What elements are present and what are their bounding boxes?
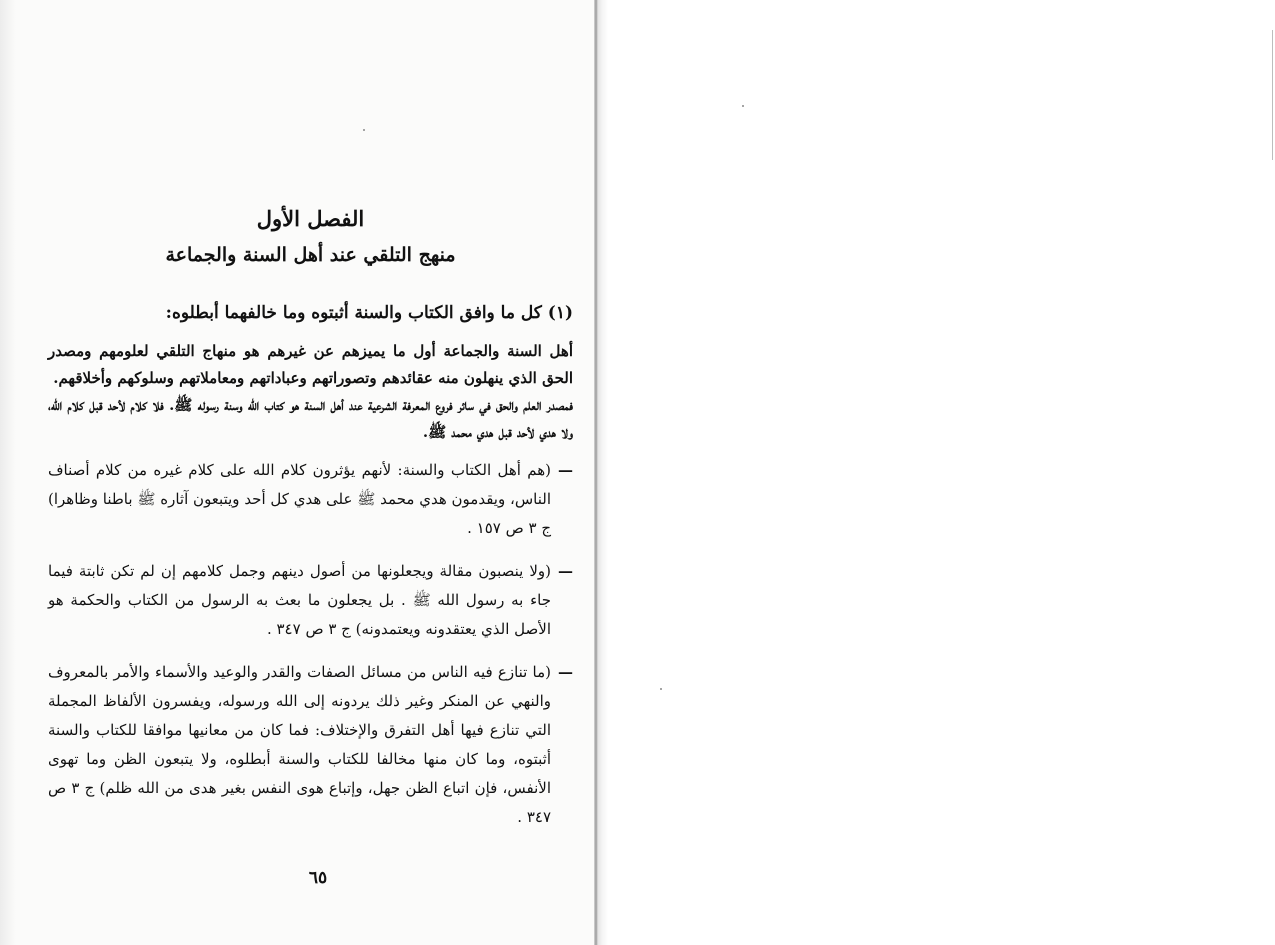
quote-text: (ما تنازع فيه الناس من مسائل الصفات والقدر والوعيد والأسماء والأمر بالمعروف والنهي عن المنكر وغير ذلك يردونه إلى الله ورسوله، ويفسرون الألفاظ المجملة التي تنازع فيها أهل التفرق والإختلاف: فما كان من معانيها موافقا للكتاب والسنة أثبتوه، وما كان منها مخالفا للكتاب والسنة أبطلوه، ولا يتبعون الظن وما تهوى الأنفس، فإن اتباع الظن جهل، وإتباع هوى النفس بغير هدى من الله ظلم) ج ٣ ص ٣٤٧ . [48,663,551,826]
quote-item [48,658,573,832]
rule-heading: (١) كل ما وافق الكتاب والسنة أثبتوه وما خالفهما أبطلوه: [165,303,573,323]
page-number: ٦٥ [308,868,328,888]
lead-section [48,338,573,446]
quote-dash: — [558,663,573,681]
chapter-subtitle: منهج التلقي عند أهل السنة والجماعة [165,244,456,266]
scan-speck [660,688,662,690]
quote-text: (هم أهل الكتاب والسنة: لأنهم يؤثرون كلام الله على كلام غيره من كلام أصناف الناس، ويقدمون هدي محمد ﷺ على هدي كل أحد ويتبعون آثاره ﷺ باطنا وظاهرا) ج ٣ ص ١٥٧ . [48,461,551,537]
quote-item [48,557,573,644]
lead-paragraph: فمصدر العلم والحق في سائر فروع المعرفة الشرعية عند أهل السنة هو كتاب الله وسنة رسوله ﷺ. فلا كلام لأحد قبل كلام الله، ولا هدي لأحد قبل هدي محمد ﷺ. [48,396,573,441]
chapter-title: الفصل الأول [256,206,365,231]
right-page-edge [1272,30,1273,160]
page-text [48,206,573,846]
quote-item [48,456,573,543]
quotes-list [48,456,573,832]
quote-dash: — [558,461,573,479]
quote-dash: — [558,562,573,580]
scan-speck [742,105,744,107]
quote-text: (ولا ينصبون مقالة ويجعلونها من أصول دينهم وجمل كلامهم إن لم تكن ثابتة فيما جاء به رسول الله ﷺ . بل يجعلون ما بعث به الرسول من الكتاب والحكمة هو الأصل الذي يعتقدونه ويعتمدونه) ج ٣ ص ٣٤٧ . [48,562,551,638]
lead-paragraph: أهل السنة والجماعة أول ما يميزهم عن غيرهم هو منهاج التلقي لعلومهم ومصدر الحق الذي ينهلون منه عقائدهم وتصوراتهم وعباداتهم ومعاملاتهم وسلوكهم وأخلاقهم. [48,342,573,387]
book-gutter [594,0,608,945]
page-edge-shadow [0,0,16,945]
scan-speck [363,129,365,131]
